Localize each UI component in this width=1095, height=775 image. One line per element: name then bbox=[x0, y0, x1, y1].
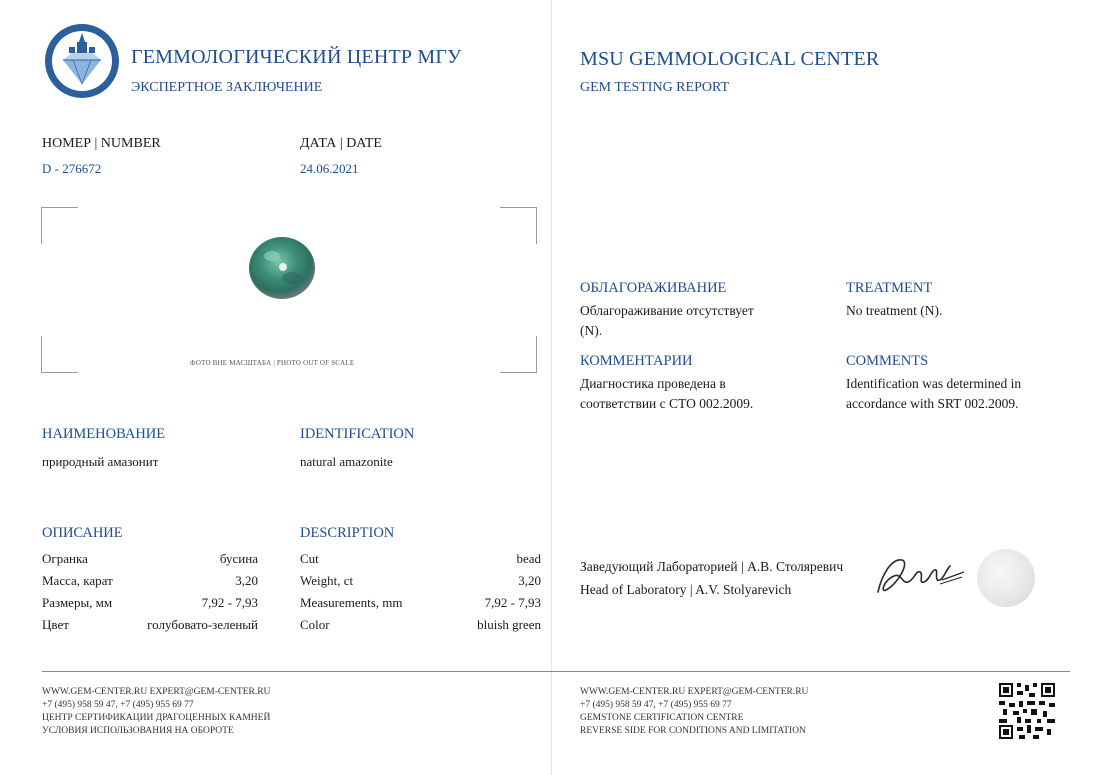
comments-en-line: Identification was determined in bbox=[846, 376, 1022, 391]
footer-line: УСЛОВИЯ ИСПОЛЬЗОВАНИЯ НА ОБОРОТЕ bbox=[42, 726, 234, 736]
footer-rule bbox=[42, 671, 1070, 672]
description-row-ru-value: голубовато-зеленый bbox=[147, 617, 258, 632]
footer-line: WWW.GEM-CENTER.RU EXPERT@GEM-CENTER.RU bbox=[42, 687, 271, 697]
description-row-en-value: bead bbox=[516, 551, 541, 566]
description-row-en-key: Cut bbox=[300, 551, 319, 566]
description-row-en-value: bluish green bbox=[477, 617, 541, 632]
number-value: D - 276672 bbox=[42, 161, 102, 176]
page-subtitle-ru: ЭКСПЕРТНОЕ ЗАКЛЮЧЕНИЕ bbox=[131, 80, 323, 95]
date-label: ДАТА | DATE bbox=[300, 136, 382, 151]
page-title-ru: ГЕММОЛОГИЧЕСКИЙ ЦЕНТР МГУ bbox=[131, 46, 462, 68]
qr-code-icon bbox=[999, 683, 1055, 739]
comments-en-label: COMMENTS bbox=[846, 353, 929, 369]
footer-left bbox=[42, 686, 270, 738]
identification-ru-label: НАИМЕНОВАНИЕ bbox=[42, 426, 166, 442]
footer-line: GEMSTONE CERTIFICATION CENTRE bbox=[580, 713, 744, 723]
date-value: 24.06.2021 bbox=[300, 161, 359, 176]
photo-frame-corner bbox=[500, 336, 537, 373]
hologram-seal-icon bbox=[977, 549, 1035, 607]
footer-right bbox=[580, 686, 808, 738]
description-row-ru-key: Огранка bbox=[42, 551, 88, 566]
footer-line: REVERSE SIDE FOR CONDITIONS AND LIMITATION bbox=[580, 726, 806, 736]
description-row-en-key: Color bbox=[300, 617, 330, 632]
treatment-ru-line: (N). bbox=[580, 323, 603, 338]
photo-frame-corner bbox=[500, 207, 537, 244]
treatment-ru-value bbox=[580, 301, 754, 341]
page-subtitle-en: GEM TESTING REPORT bbox=[580, 80, 730, 95]
description-row-ru-key: Масса, карат bbox=[42, 573, 113, 588]
footer-line: +7 (495) 958 59 47, +7 (495) 955 69 77 bbox=[580, 700, 732, 710]
footer-line: ЦЕНТР СЕРТИФИКАЦИИ ДРАГОЦЕННЫХ КАМНЕЙ bbox=[42, 713, 271, 723]
gemstone-photo bbox=[248, 236, 316, 300]
photo-caption: ФОТО ВНЕ МАСШТАБА | PHOTO OUT OF SCALE bbox=[190, 359, 355, 367]
photo-frame-corner bbox=[41, 336, 78, 373]
treatment-ru-label: ОБЛАГОРАЖИВАНИЕ bbox=[580, 280, 727, 296]
identification-ru-value: природный амазонит bbox=[42, 454, 159, 469]
comments-ru-line: Диагностика проведена в bbox=[580, 376, 726, 391]
description-en-label: DESCRIPTION bbox=[300, 525, 395, 541]
description-row-en-key: Weight, ct bbox=[300, 573, 354, 588]
identification-en-label: IDENTIFICATION bbox=[300, 426, 415, 442]
description-row-en-key: Measurements, mm bbox=[300, 595, 403, 610]
treatment-en-value: No treatment (N). bbox=[846, 303, 943, 318]
comments-ru-line: соответствии с СТО 002.2009. bbox=[580, 396, 754, 411]
treatment-en-label: TREATMENT bbox=[846, 280, 933, 296]
head-of-lab-ru: Заведующий Лабораторией | А.В. Столяревич bbox=[580, 559, 844, 574]
comments-en-value bbox=[846, 374, 1021, 414]
page-title-en: MSU GEMMOLOGICAL CENTER bbox=[580, 48, 880, 70]
description-row-ru-key: Цвет bbox=[42, 617, 69, 632]
page-divider bbox=[551, 0, 552, 775]
description-row-ru-key: Размеры, мм bbox=[42, 595, 113, 610]
description-ru-label: ОПИСАНИЕ bbox=[42, 525, 123, 541]
head-of-lab-en: Head of Laboratory | A.V. Stolyarevich bbox=[580, 582, 792, 597]
comments-ru-value bbox=[580, 374, 753, 414]
comments-en-line: accordance with SRT 002.2009. bbox=[846, 396, 1019, 411]
description-row-en-value: 7,92 - 7,93 bbox=[484, 595, 541, 610]
comments-ru-label: КОММЕНТАРИИ bbox=[580, 353, 693, 369]
msu-diamond-logo-icon bbox=[43, 22, 121, 100]
description-row-ru-value: бусина bbox=[219, 551, 258, 566]
identification-en-value: natural amazonite bbox=[300, 454, 393, 469]
signature-icon bbox=[872, 550, 968, 602]
photo-frame-corner bbox=[41, 207, 78, 244]
description-row-ru-value: 7,92 - 7,93 bbox=[201, 595, 258, 610]
treatment-ru-line: Облагораживание отсутствует bbox=[580, 303, 754, 318]
description-row-en-value: 3,20 bbox=[518, 573, 541, 588]
number-label: НОМЕР | NUMBER bbox=[42, 136, 161, 151]
footer-line: WWW.GEM-CENTER.RU EXPERT@GEM-CENTER.RU bbox=[580, 687, 809, 697]
description-row-ru-value: 3,20 bbox=[235, 573, 258, 588]
footer-line: +7 (495) 958 59 47, +7 (495) 955 69 77 bbox=[42, 700, 194, 710]
